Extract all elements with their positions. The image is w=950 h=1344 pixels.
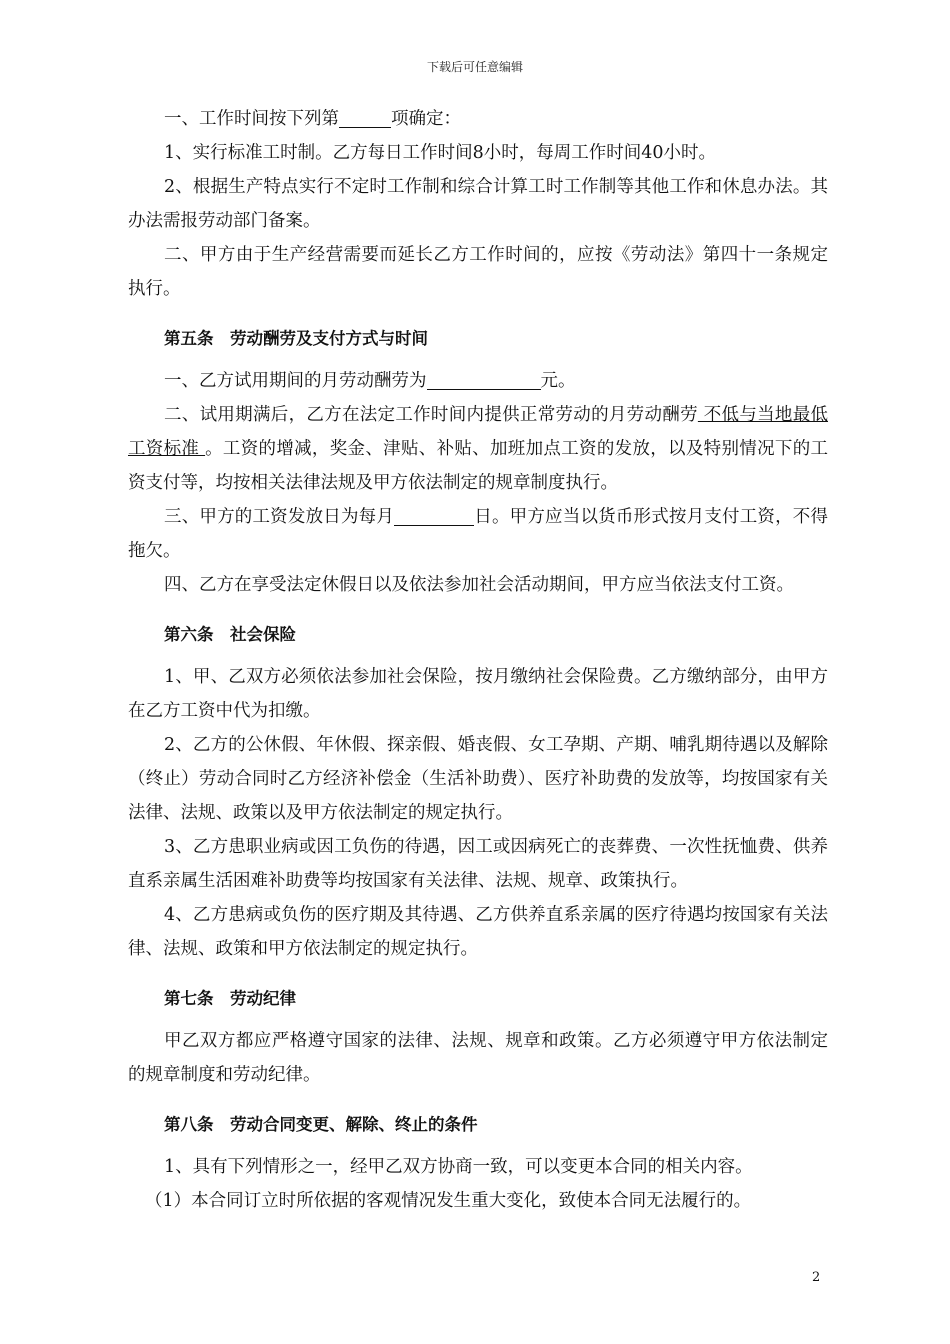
blank-field[interactable]: [427, 367, 541, 390]
paragraph-monthly-pay: 二、试用期满后，乙方在法定工作时间内提供正常劳动的月劳动酬劳 不低与当地最低工资标准 。工资的增减，奖金、津贴、补贴、加班加点工资的发放，以及特别情况下的工资支付等，均按相关法律法规及甲方依法制定的规章制度执行。: [128, 405, 829, 493]
paragraph: 二、甲方由于生产经营需要而延长乙方工作时间的，应按《劳动法》第四十一条规定执行。: [128, 245, 828, 299]
underlined-text: 不低与当地最低工资标准: [128, 405, 829, 459]
paragraph: 3、乙方患职业病或因工负伤的待遇，因工或因病死亡的丧葬费、一次性抚恤费、供养直系亲属生活困难补助费等均按国家有关法律、法规、规章、政策执行。: [128, 837, 828, 891]
paragraph: （1）本合同订立时所依据的客观情况发生重大变化，致使本合同无法履行的。: [145, 1191, 752, 1211]
page-header: 下载后可任意编辑: [426, 60, 523, 74]
blank-field[interactable]: [339, 105, 391, 128]
paragraph: 2、乙方的公休假、年休假、探亲假、婚丧假、女工孕期、产期、哺乳期待遇以及解除（终止）劳动合同时乙方经济补偿金（生活补助费）、医疗补助费的发放等，均按国家有关法律、法规、政策以及甲方依法制定的规定执行。: [128, 735, 828, 823]
section-heading-8: 第八条 劳动合同变更、解除、终止的条件: [164, 1115, 478, 1134]
section-heading-5: 第五条 劳动酬劳及支付方式与时间: [164, 329, 428, 348]
blank-field[interactable]: [394, 503, 474, 526]
paragraph-trial-pay: 一、乙方试用期间的月劳动酬劳为 元。: [128, 364, 828, 398]
paragraph: 2、根据生产特点实行不定时工作制和综合计算工时工作制等其他工作和休息办法。其办法需报劳动部门备案。: [128, 177, 828, 231]
paragraph-pay-day: 三、甲方的工资发放日为每月 日。甲方应当以货币形式按月支付工资，不得拖欠。: [128, 500, 828, 568]
section-heading-7: 第七条 劳动纪律: [164, 989, 296, 1008]
paragraph: 1、具有下列情形之一，经甲乙双方协商一致，可以变更本合同的相关内容。: [164, 1157, 753, 1177]
document-body: [128, 102, 828, 1218]
section-heading-6: 第六条 社会保险: [164, 625, 296, 644]
paragraph: 4、乙方患病或负伤的医疗期及其待遇、乙方供养直系亲属的医疗待遇均按国家有关法律、法规、政策和甲方依法制定的规定执行。: [128, 905, 828, 959]
paragraph: 甲乙双方都应严格遵守国家的法律、法规、规章和政策。乙方必须遵守甲方依法制定的规章制度和劳动纪律。: [128, 1031, 828, 1085]
paragraph-work-hours: 一、工作时间按下列第 项确定：: [128, 102, 828, 136]
paragraph: 1、甲、乙双方必须依法参加社会保险，按月缴纳社会保险费。乙方缴纳部分，由甲方在乙方工资中代为扣缴。: [128, 667, 828, 721]
paragraph: 1、实行标准工时制。乙方每日工作时间8小时，每周工作时间40小时。: [164, 143, 717, 163]
paragraph: 四、乙方在享受法定休假日以及依法参加社会活动期间，甲方应当依法支付工资。: [164, 575, 794, 595]
page-number: 2: [812, 1270, 821, 1285]
